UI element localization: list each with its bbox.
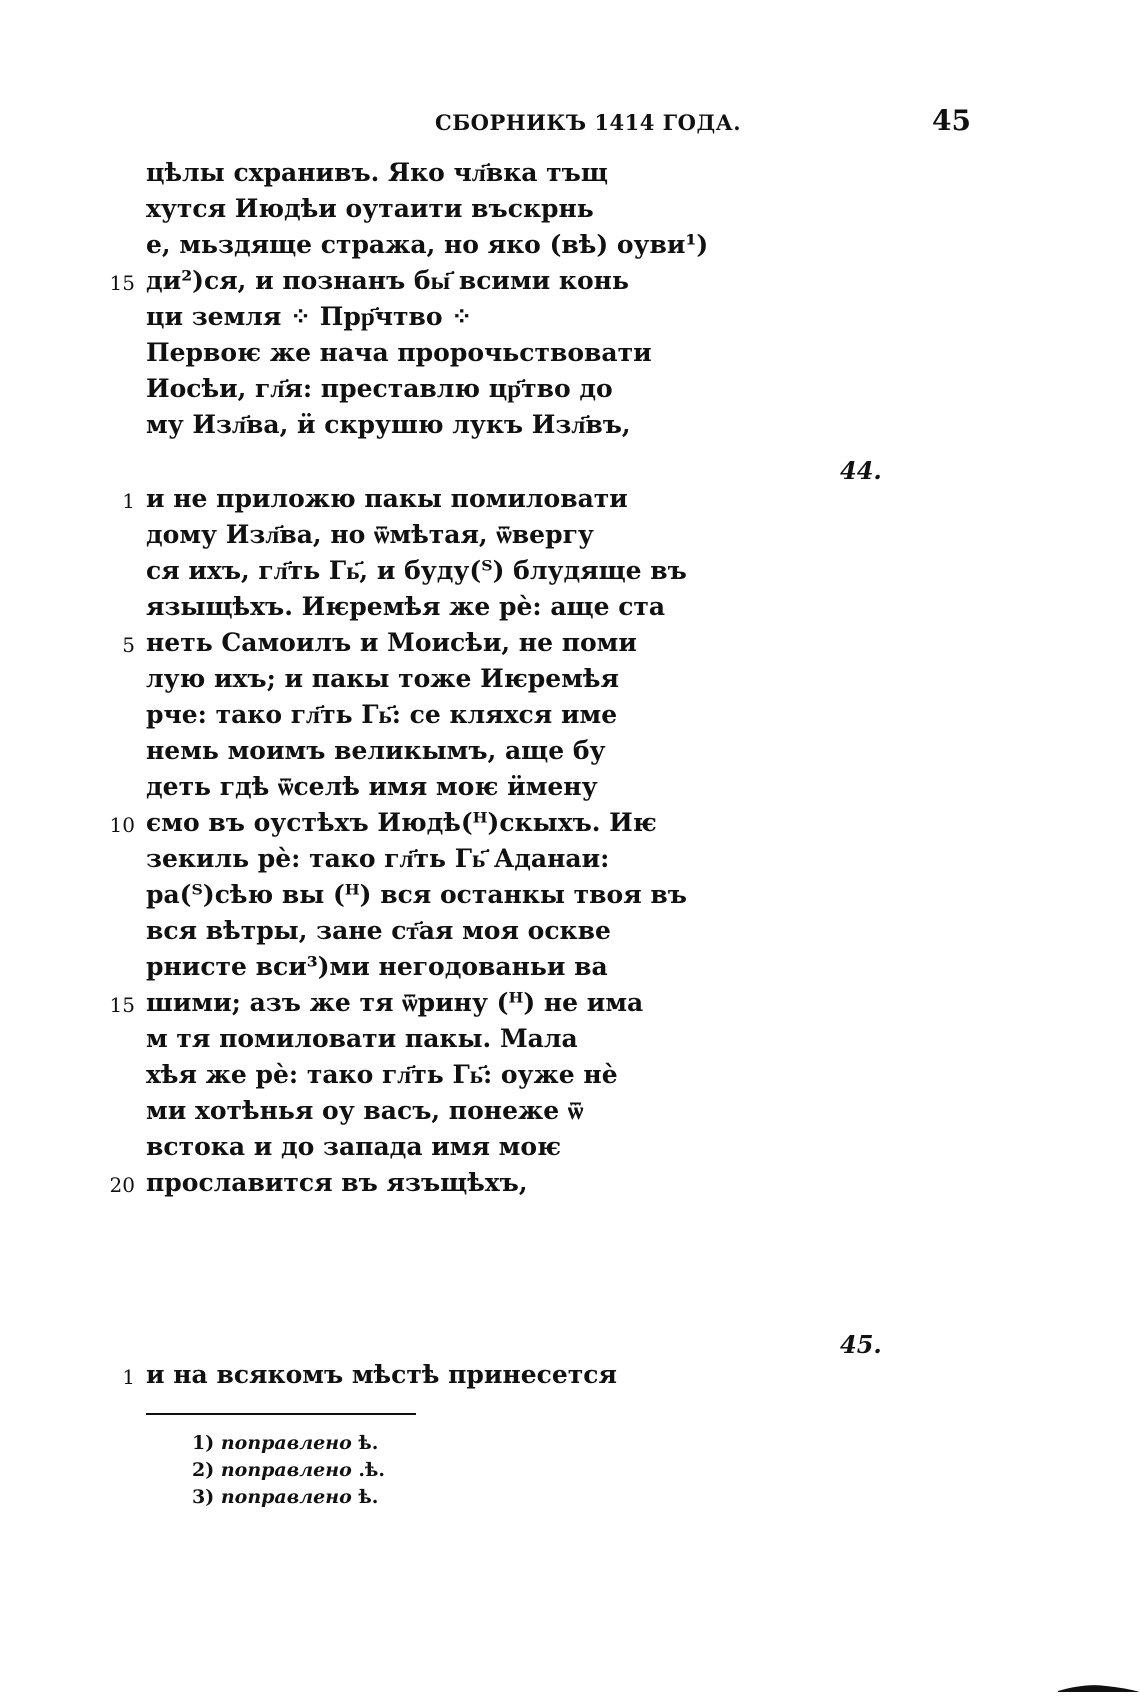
footnote-number: 3): [192, 1486, 215, 1508]
page-number: 45: [932, 104, 971, 137]
text-line: [0, 556, 1140, 592]
line-text: вся вѣтры, зане ст҃ая моя оскве: [146, 916, 611, 945]
line-text: му Изл҃ва, ӥ скрушю лукъ Изл҃въ,: [146, 410, 631, 439]
text-line: [0, 592, 1140, 628]
footnote-text: .ѣ.: [358, 1459, 385, 1481]
footnote-number: 1): [192, 1432, 215, 1454]
line-text: ди²)ся, и познанъ бы҃ всими конь: [146, 266, 629, 295]
line-text: рнисте вси³)ми негодованьи ва: [146, 952, 608, 981]
text-line: [0, 880, 1140, 916]
footnote-rule: [146, 1413, 416, 1415]
footnote: [192, 1432, 378, 1454]
section-number: 44.: [840, 456, 882, 485]
line-text: хѣя же рѐ: тако гл҃ть Гь҃: оуже нѐ: [146, 1060, 618, 1089]
text-line: [0, 988, 1140, 1024]
line-text: встока и до запада имя моѥ: [146, 1132, 562, 1161]
text-line: [0, 266, 1140, 302]
line-text: шими; азъ же тя ѿрину (ᴴ) не има: [146, 988, 644, 1017]
text-line: [0, 952, 1140, 988]
text-line: [0, 158, 1140, 194]
text-line: [0, 194, 1140, 230]
line-text: рче: тако гл҃ть Гь҃: се кляхся име: [146, 700, 618, 729]
text-line: [0, 916, 1140, 952]
text-line: [0, 1168, 1140, 1204]
text-line: [0, 1096, 1140, 1132]
text-line: [0, 700, 1140, 736]
line-text: языщѣхъ. Иѥремѣя же рѐ: аще ста: [146, 592, 666, 621]
line-number: 1: [122, 489, 135, 513]
line-text: деть гдѣ ѿселѣ имя моѥ ӥмену: [146, 772, 598, 801]
text-line: [0, 520, 1140, 556]
line-number: 15: [109, 271, 135, 295]
text-line: [0, 302, 1140, 338]
line-text: м тя помиловати пакы. Мала: [146, 1024, 578, 1053]
running-title: СБОРНИКЪ 1414 ГОДА.: [435, 110, 742, 135]
line-number: 10: [109, 813, 135, 837]
text-line: [0, 484, 1140, 520]
line-text: ра(ᵀ)сѣю вы (ᴴ) вся останкы твоя въ: [146, 880, 687, 909]
text-line: [0, 1024, 1140, 1060]
text-line: [0, 374, 1140, 410]
text-line: [0, 628, 1140, 664]
footnote-label: поправлено: [220, 1486, 352, 1508]
footnote-label: поправлено: [220, 1459, 352, 1481]
text-line: [0, 338, 1140, 374]
line-text: прославится въ язъщѣхъ,: [146, 1168, 528, 1197]
line-number: 5: [122, 633, 135, 657]
line-text: е, мьздяще стража, но яко (вѣ) оуви¹): [146, 230, 709, 259]
line-text: немь моимъ великымъ, аще бу: [146, 736, 606, 765]
line-text: ся ихъ, гл҃ть Гь҃, и буду(ᵀ) блудяще въ: [146, 556, 687, 585]
text-line: [0, 1060, 1140, 1096]
footnote-text: ѣ.: [358, 1432, 379, 1454]
line-text: дому Изл҃ва, но ѿмѣтая, ѿвергу: [146, 520, 594, 549]
line-text: Иосѣи, гл҃я: преставлю цр҃тво до: [146, 374, 613, 403]
line-text: Первоѥ же нача пророчьствовати: [146, 338, 652, 367]
text-line: [0, 772, 1140, 808]
line-text: ми хотѣнья оу васъ, понеже ѿ: [146, 1096, 584, 1125]
line-number: 15: [109, 993, 135, 1017]
line-text: и не приложю пакы помиловати: [146, 484, 628, 513]
line-text: ци земля ⁘ Прр҃чтво ⁘: [146, 302, 473, 331]
line-text: хутся Июдѣи оутаити въскрнь: [146, 194, 594, 223]
line-text: лую ихъ; и пакы тоже Иѥремѣя: [146, 664, 619, 693]
footnote-number: 2): [192, 1459, 215, 1481]
line-text: цѣлы схранивъ. Яко чл҃вка тъщ: [146, 158, 608, 187]
line-text: ємо въ оустѣхъ Июдѣ(ᴴ)скыхъ. Иѥ: [146, 808, 657, 837]
footnote-text: ѣ.: [358, 1486, 379, 1508]
line-number: 1: [122, 1365, 135, 1389]
line-text: и на всякомъ мѣстѣ принесется: [146, 1360, 617, 1389]
text-line: [0, 410, 1140, 446]
line-text: зекиль рѐ: тако гл҃ть Гь҃ Аданаи:: [146, 844, 610, 873]
text-line: [0, 1360, 1140, 1396]
text-line: [0, 844, 1140, 880]
text-line: [0, 736, 1140, 772]
text-line: [0, 230, 1140, 266]
text-line: [0, 664, 1140, 700]
text-line: [0, 808, 1140, 844]
scan-artifact: [1056, 1683, 1140, 1693]
footnote: [192, 1459, 385, 1481]
line-text: неть Самоилъ и Моисѣи, не поми: [146, 628, 637, 657]
footnote: [192, 1486, 378, 1508]
section-number: 45.: [840, 1330, 882, 1359]
line-number: 20: [109, 1173, 135, 1197]
footnote-label: поправлено: [220, 1432, 352, 1454]
text-line: [0, 1132, 1140, 1168]
